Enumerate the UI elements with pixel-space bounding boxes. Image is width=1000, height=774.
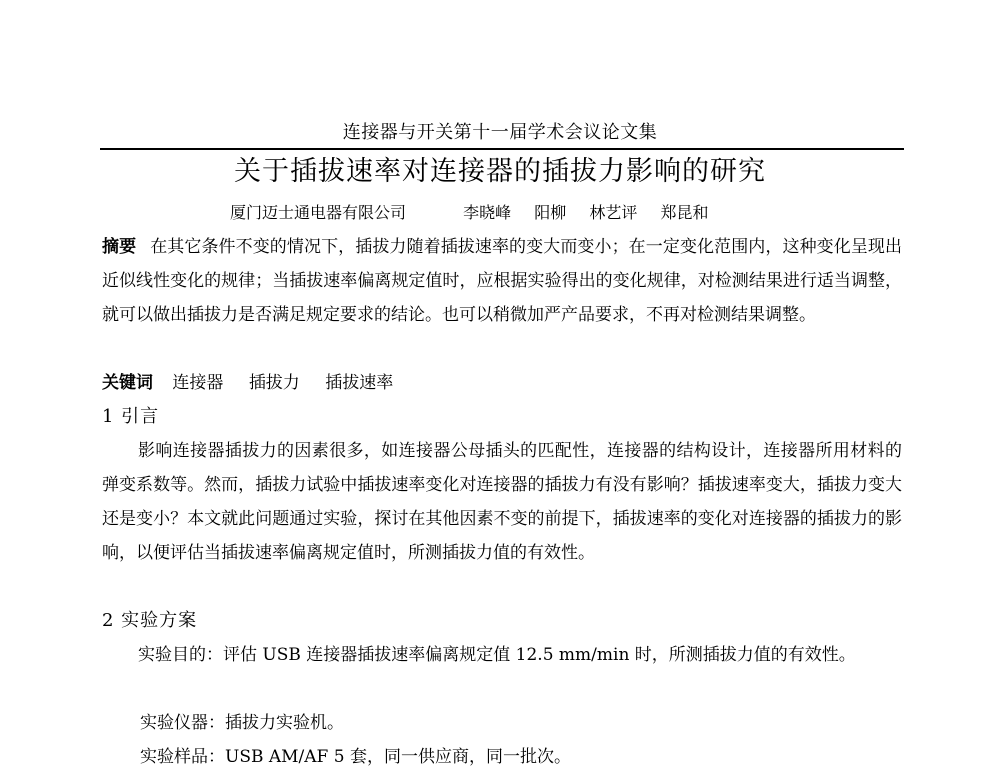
introduction-paragraph: 影响连接器插拔力的因素很多，如连接器公母插头的匹配性，连接器的结构设计，连接器所用材料的弹变系数等。然而，插拔力试验中插拔速率变化对连接器的插拔力有没有影响？插拔速率变大，插拔力变大还是变小？本文就此问题通过实验，探讨在其他因素不变的前提下，插拔速率的变化对连接器的插拔力的影响，以便评估当插拔速率偏离规定值时，所测插拔力值的有效性。 [102,441,902,563]
experiment-instrument: 实验仪器：插拔力实验机。 [140,713,344,733]
header-rule [100,148,904,150]
author-name: 阳柳 [534,203,567,222]
affiliation: 厦门迈士通电器有限公司 [230,203,407,222]
keyword: 插拔力 [248,373,300,393]
section-heading-introduction: 1 引言 [102,406,160,427]
abstract-label: 摘要 [102,237,137,257]
keyword: 插拔速率 [325,373,394,393]
author-name: 李晓峰 [463,203,512,222]
section-heading-experiment-plan: 2 实验方案 [102,610,198,631]
author-line [230,200,726,226]
abstract-text: 在其它条件不变的情况下，插拔力随着插拔速率的变大而变小；在一定变化范围内，这种变化呈现出近似线性变化的规律；当插拔速率偏离规定值时，应根据实验得出的变化规律，对检测结果进行适当调整，就可以做出插拔力是否满足规定要求的结论。也可以稍微加严产品要求，不再对检测结果调整。 [102,237,903,325]
author-name: 林艺评 [589,203,638,222]
experiment-purpose: 实验目的：评估 USB 连接器插拔速率偏离规定值 12.5 mm/min 时，所测插拔力值的有效性。 [138,645,856,665]
abstract [102,230,902,332]
experiment-samples: 实验样品：USB AM/AF 5 套，同一供应商，同一批次。 [140,747,571,767]
keywords-label: 关键词 [102,373,153,393]
author-name: 郑昆和 [660,203,709,222]
keywords [102,366,902,400]
keyword: 连接器 [172,373,224,393]
running-header: 连接器与开关第十一届学术会议论文集 [342,122,658,143]
paper-title: 关于插拔速率对连接器的插拔力影响的研究 [234,156,766,187]
